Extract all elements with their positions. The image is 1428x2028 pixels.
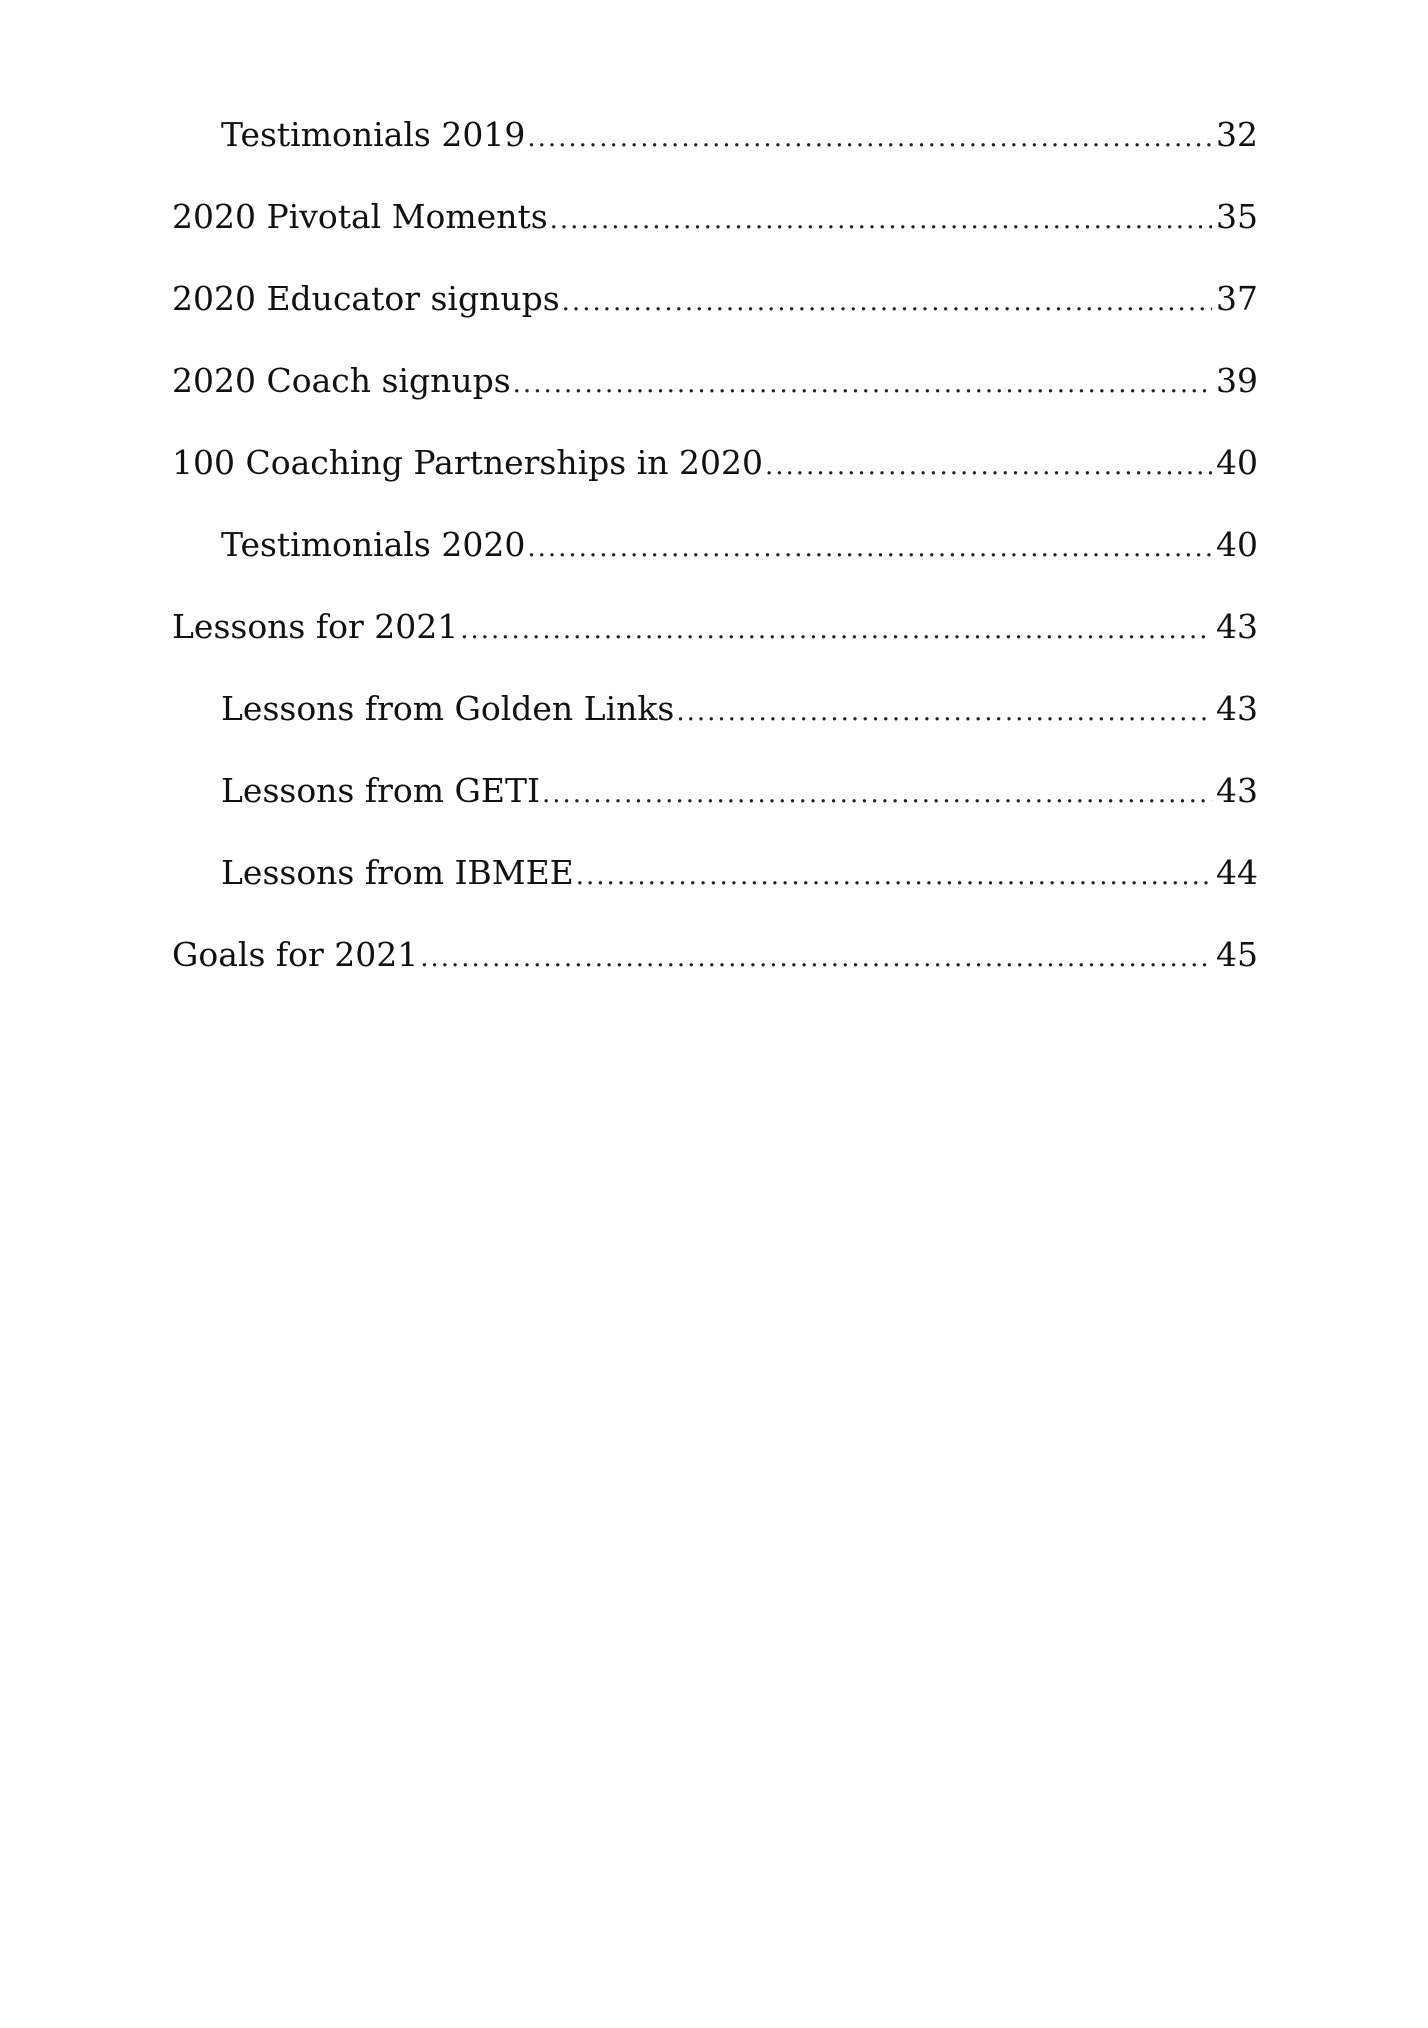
toc-entry-title: Lessons from Golden Links [221,689,675,728]
toc-entry-title: Goals for 2021 [172,935,419,974]
toc-entry-page-number: 44 [1216,853,1258,892]
toc-entry[interactable] [172,115,1258,200]
toc-dot-leader [765,453,1212,479]
toc-dot-leader [460,617,1212,643]
toc-entry-title: Lessons for 2021 [172,607,459,646]
toc-entry[interactable] [172,607,1258,692]
toc-dot-leader [576,863,1212,889]
toc-entry[interactable] [172,771,1258,856]
toc-entry-title: Lessons from IBMEE [221,853,574,892]
toc-entry[interactable] [172,689,1258,774]
toc-entry-page-number: 37 [1216,279,1258,318]
toc-dot-leader [527,125,1212,151]
toc-entry-title: 2020 Educator signups [172,279,560,318]
toc-entry-page-number: 40 [1216,443,1258,482]
toc-entry-title: Testimonials 2019 [221,115,526,154]
toc-entry-title: 2020 Pivotal Moments [172,197,548,236]
toc-entry-title: Lessons from GETI [221,771,540,810]
toc-entry-title: 2020 Coach signups [172,361,511,400]
toc-entry-page-number: 39 [1216,361,1258,400]
toc-dot-leader [420,945,1212,971]
toc-dot-leader [513,371,1212,397]
table-of-contents [172,115,1258,1020]
toc-entry[interactable] [172,443,1258,528]
toc-entry-page-number: 40 [1216,525,1258,564]
toc-dot-leader [527,535,1212,561]
toc-entry[interactable] [172,197,1258,282]
toc-dot-leader [676,699,1212,725]
toc-entry-page-number: 43 [1216,771,1258,810]
toc-entry[interactable] [172,279,1258,364]
toc-dot-leader [542,781,1212,807]
toc-entry-title: Testimonials 2020 [221,525,526,564]
toc-entry-page-number: 32 [1216,115,1258,154]
toc-entry[interactable] [172,525,1258,610]
toc-entry-page-number: 35 [1216,197,1258,236]
toc-entry[interactable] [172,361,1258,446]
toc-entry[interactable] [172,853,1258,938]
toc-dot-leader [562,289,1212,315]
toc-entry[interactable] [172,935,1258,1020]
toc-entry-page-number: 43 [1216,689,1258,728]
toc-dot-leader [550,207,1212,233]
toc-entry-title: 100 Coaching Partnerships in 2020 [172,443,763,482]
toc-entry-page-number: 45 [1216,935,1258,974]
toc-entry-page-number: 43 [1216,607,1258,646]
